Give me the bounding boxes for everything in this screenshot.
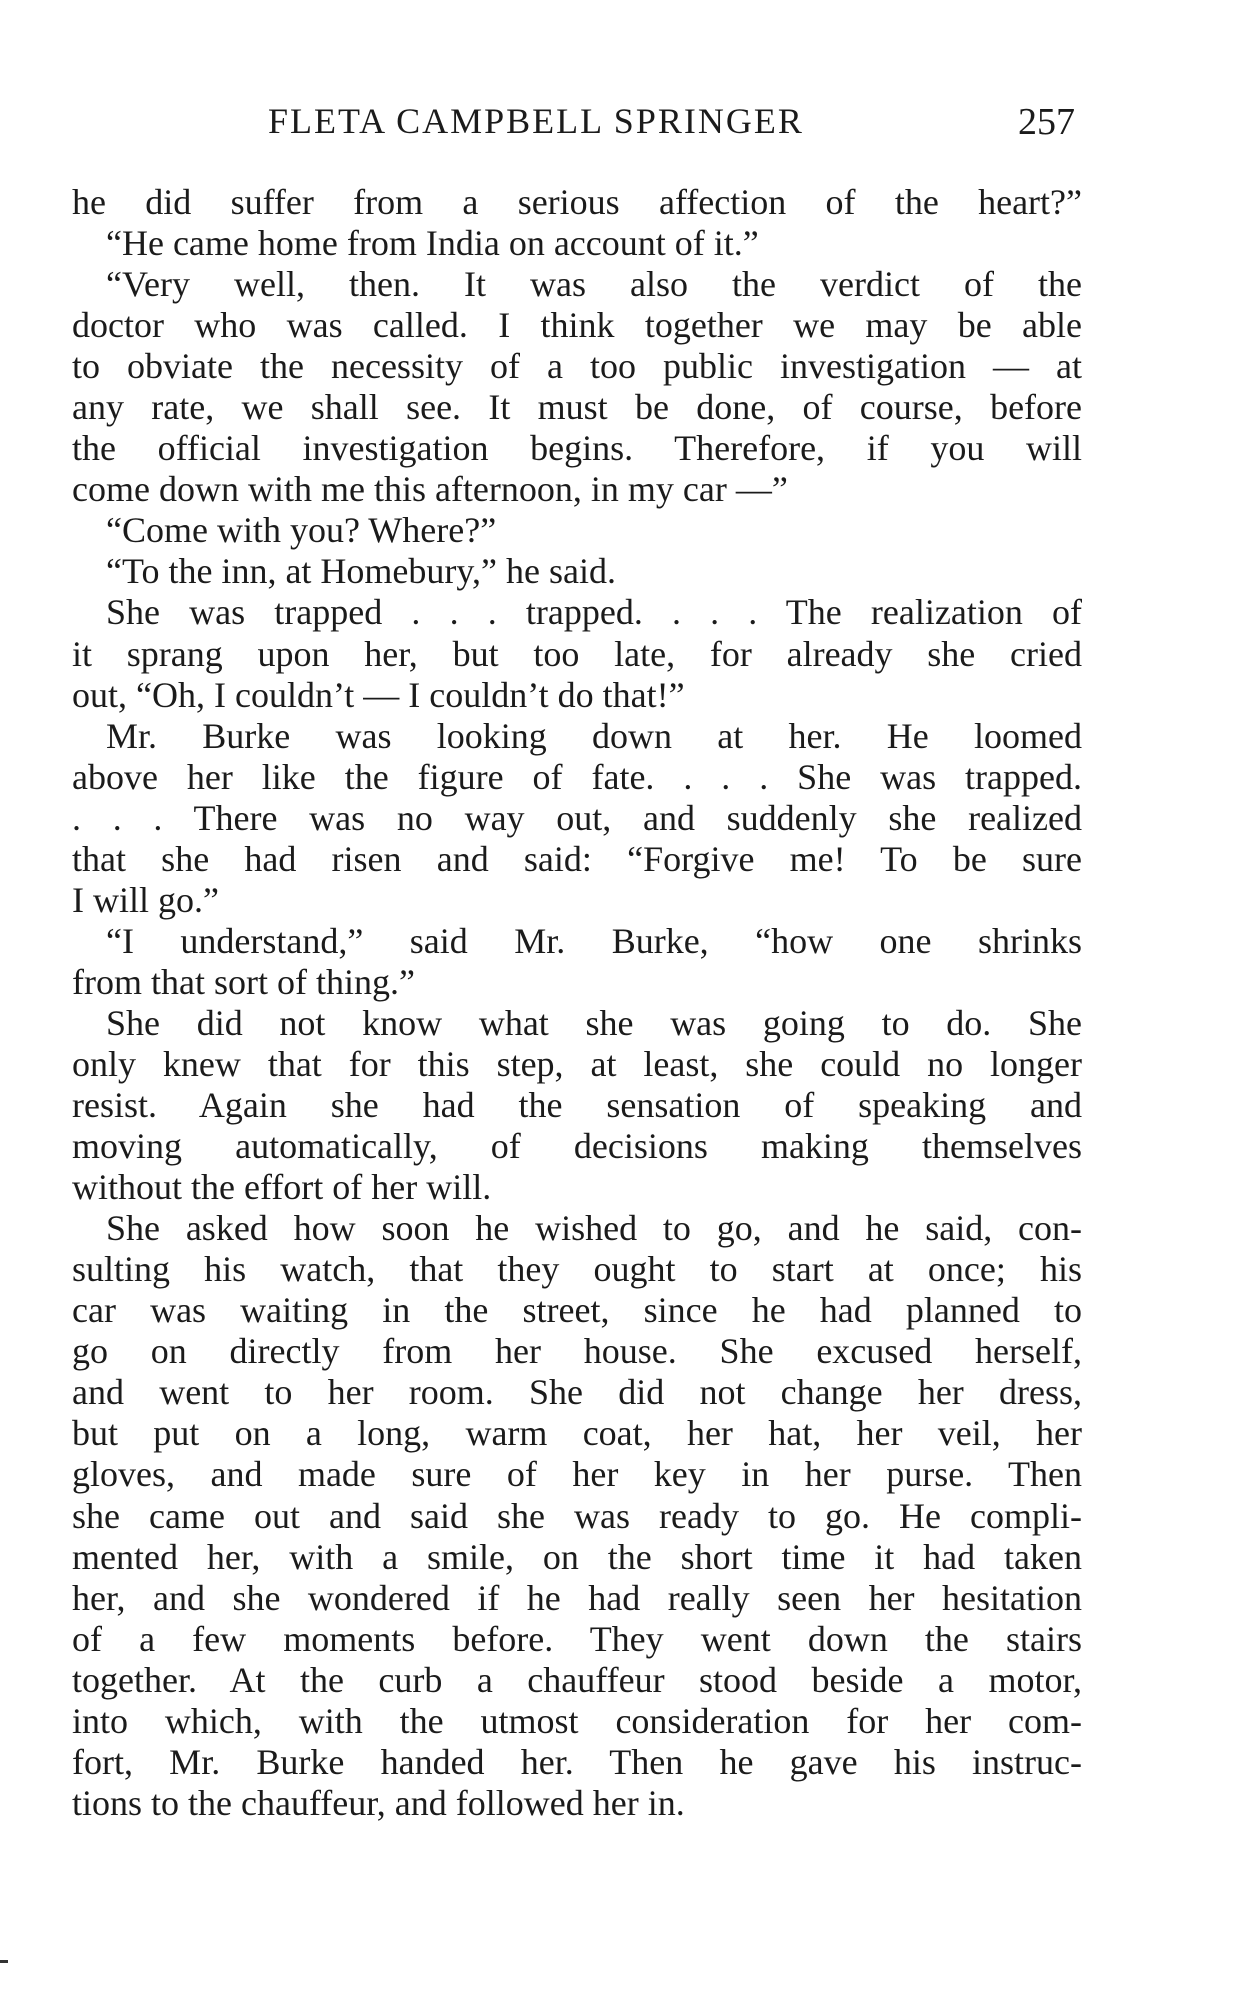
page-number: 257 — [1018, 101, 1075, 143]
text-line: only knew that for this step, at least, she could no longer — [72, 1043, 1082, 1084]
text-line: fort, Mr. Burke handed her. Then he gave his instruc- — [72, 1741, 1082, 1782]
text-line: any rate, we shall see. It must be done, of course, before — [72, 387, 1082, 428]
scan-edge-mark — [0, 1960, 8, 1963]
running-title: FLETA CAMPBELL SPRINGER — [268, 101, 804, 141]
text-line: into which, with the utmost consideration for her com- — [72, 1700, 1082, 1741]
running-head — [0, 100, 1253, 160]
text-line: come down with me this afternoon, in my car —” — [72, 469, 788, 510]
text-line: sulting his watch, that they ought to start at once; his — [72, 1249, 1082, 1290]
text-line: the official investigation begins. Therefore, if you will — [72, 428, 1082, 469]
text-line: Mr. Burke was looking down at her. He loomed — [106, 715, 1082, 756]
text-line: tions to the chauffeur, and followed her in. — [72, 1782, 685, 1823]
text-line: She asked how soon he wished to go, and he said, con- — [106, 1208, 1082, 1249]
text-line: go on directly from her house. She excused herself, — [72, 1331, 1082, 1372]
text-line: doctor who was called. I think together we may be able — [72, 305, 1082, 346]
text-line: “He came home from India on account of it.” — [106, 223, 759, 264]
text-line: “Very well, then. It was also the verdict of the — [106, 264, 1082, 305]
text-line: She was trapped . . . trapped. . . . The realization of — [106, 592, 1082, 633]
text-line: mented her, with a smile, on the short time it had taken — [72, 1536, 1082, 1577]
text-line: gloves, and made sure of her key in her purse. Then — [72, 1454, 1082, 1495]
text-line: I will go.” — [72, 879, 219, 920]
text-line: to obviate the necessity of a too public investigation — at — [72, 346, 1082, 387]
text-line: She did not know what she was going to do. She — [106, 1002, 1082, 1043]
text-line: from that sort of thing.” — [72, 961, 415, 1002]
text-line: that she had risen and said: “Forgive me! To be sure — [72, 838, 1082, 879]
text-line: “I understand,” said Mr. Burke, “how one shrinks — [106, 920, 1082, 961]
body-text — [72, 182, 1082, 1824]
text-line: he did suffer from a serious affection of the heart?” — [72, 182, 1082, 222]
text-line: car was waiting in the street, since he had planned to — [72, 1290, 1082, 1331]
text-line: out, “Oh, I couldn’t — I couldn’t do that!” — [72, 674, 685, 715]
text-line: together. At the curb a chauffeur stood beside a motor, — [72, 1659, 1082, 1700]
text-line: resist. Again she had the sensation of speaking and — [72, 1085, 1082, 1126]
text-line: “To the inn, at Homebury,” he said. — [106, 551, 616, 592]
text-line: above her like the figure of fate. . . . She was trapped. — [72, 756, 1082, 797]
text-line: and went to her room. She did not change her dress, — [72, 1372, 1082, 1413]
text-line: of a few moments before. They went down the stairs — [72, 1618, 1082, 1659]
text-line: her, and she wondered if he had really seen her hesitation — [72, 1577, 1082, 1618]
text-line: she came out and said she was ready to go. He compli- — [72, 1495, 1082, 1536]
text-line: moving automatically, of decisions making themselves — [72, 1126, 1082, 1167]
text-line: “Come with you? Where?” — [106, 510, 497, 551]
text-line: but put on a long, warm coat, her hat, her veil, her — [72, 1413, 1082, 1454]
text-line: it sprang upon her, but too late, for already she cried — [72, 633, 1082, 674]
text-line: without the effort of her will. — [72, 1167, 492, 1208]
text-line: . . . There was no way out, and suddenly she realized — [72, 797, 1082, 838]
